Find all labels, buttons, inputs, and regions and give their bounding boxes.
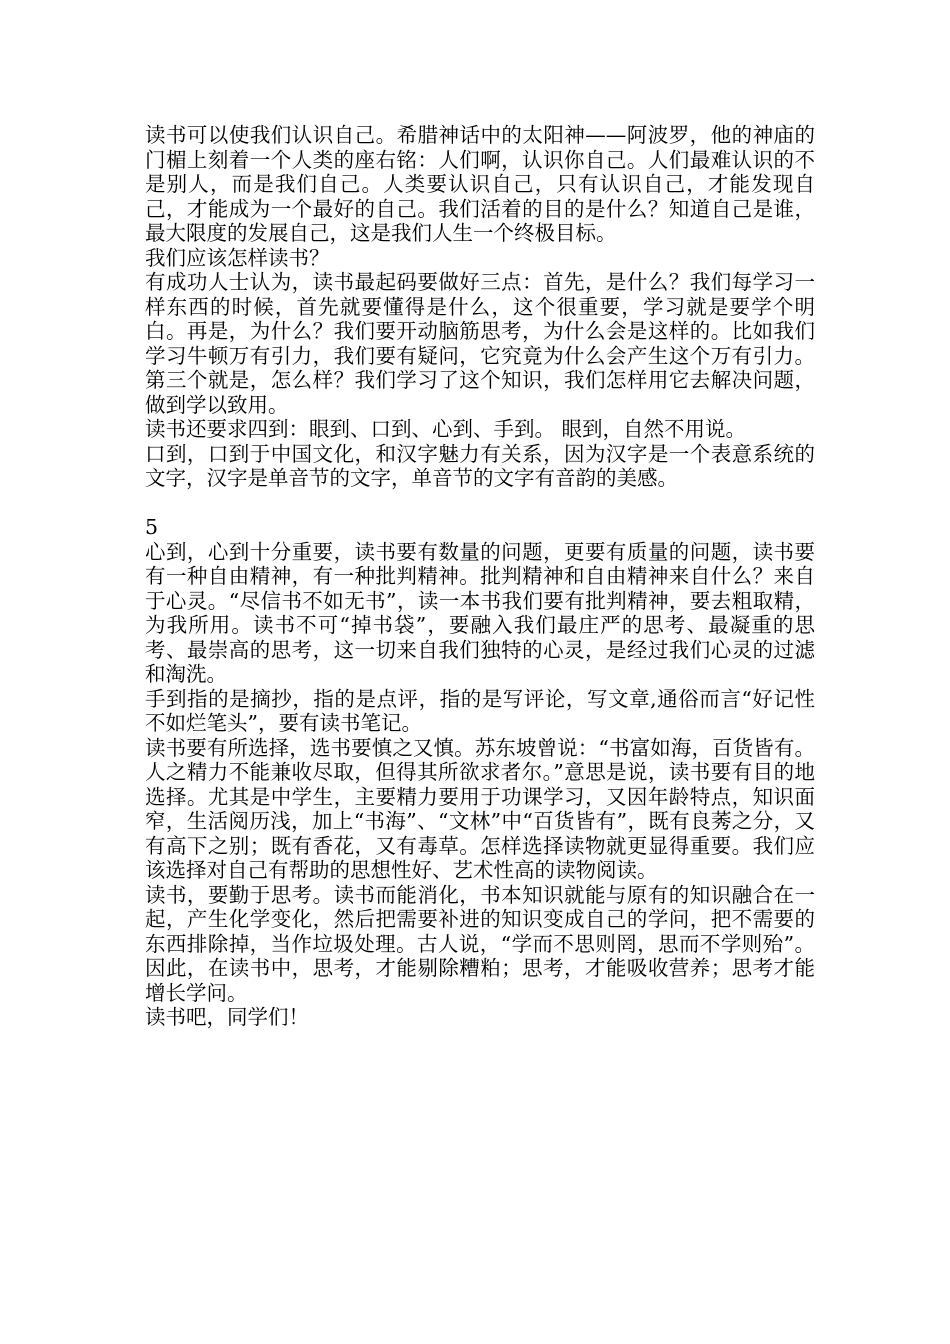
- paragraph-how-to-read-question: 我们应该怎样读书？: [145, 245, 330, 270]
- paragraph-hand: 手到指的是摘抄，指的是点评，指的是写评论，写文章,通俗而言“好记性不如烂笔头”，要有读书笔记。: [145, 686, 815, 735]
- paragraph-mouth: 口到，口到于中国文化，和汉字魅力有关系，因为汉字是一个表意系统的文字，汉字是单音节的文字，单音节的文字有音韵的美感。: [145, 441, 815, 490]
- paragraph-selection: 读书要有所选择，选书要慎之又慎。苏东坡曾说：“书富如海，百货皆有。人之精力不能兼收尽取，但得其所欲求者尔。”意思是说，读书要有目的地选择。尤其是中学生，主要精力要用于功课学习，又因年龄特点，知识面窄，生活阅历浅，加上“书海”、“文林”中“百货皆有”，既有良莠之分，又有高下之别；既有香花，又有毒草。怎样选择读物就更显得重要。我们应该选择对自己有帮助的思想性好、艺术性高的读物阅读。: [145, 735, 815, 882]
- paragraph-heart: 心到，心到十分重要，读书要有数量的问题，更要有质量的问题，读书要有一种自由精神，有一种批判精神。批判精神和自由精神来自什么？来自于心灵。“尽信书不如无书”，读一本书我们要有批判精神，要去粗取精，为我所用。读书不可“掉书袋”，要融入我们最庄严的思考、最凝重的思考、最崇高的思考，这一切来自我们独特的心灵，是经过我们心灵的过滤和淘洗。: [145, 539, 815, 686]
- page-number: 5: [145, 515, 159, 539]
- document-body: [145, 123, 815, 1030]
- paragraph-four-requirements: 读书还要求四到：眼到、口到、心到、手到。 眼到，自然不用说。: [145, 417, 747, 441]
- blank-line: [145, 491, 815, 516]
- paragraph-know-yourself: 读书可以使我们认识自己。希腊神话中的太阳神——阿波罗，他的神庙的门楣上刻着一个人类的座右铭：人们啊，认识你自己。人们最难认识的不是别人，而是我们自己。人类要认识自己，只有认识自己，才能发现自己，才能成为一个最好的自己。我们活着的目的是什么？知道自己是谁，最大限度的发展自己，这是我们人生一个终极目标。: [145, 123, 815, 245]
- paragraph-closing: 读书吧，同学们！: [145, 1005, 309, 1029]
- paragraph-three-points: 有成功人士认为，读书最起码要做好三点：首先，是什么？我们每学习一样东西的时候，首先就要懂得是什么，这个很重要，学习就是要学个明白。再是，为什么？我们要开动脑筋思考，为什么会是这样的。比如我们学习牛顿万有引力，我们要有疑问，它究竟为什么会产生这个万有引力。第三个就是，怎么样？我们学习了这个知识，我们怎样用它去解决问题，做到学以致用。: [145, 270, 815, 417]
- paragraph-thinking: 读书，要勤于思考。读书而能消化，书本知识就能与原有的知识融合在一起，产生化学变化，然后把需要补进的知识变成自己的学问，把不需要的东西排除掉，当作垃圾处理。古人说，“学而不思则罔，思而不学则殆”。 因此，在读书中，思考，才能剔除糟粕；思考，才能吸收营养；思考才能增长学问。: [145, 882, 815, 1005]
